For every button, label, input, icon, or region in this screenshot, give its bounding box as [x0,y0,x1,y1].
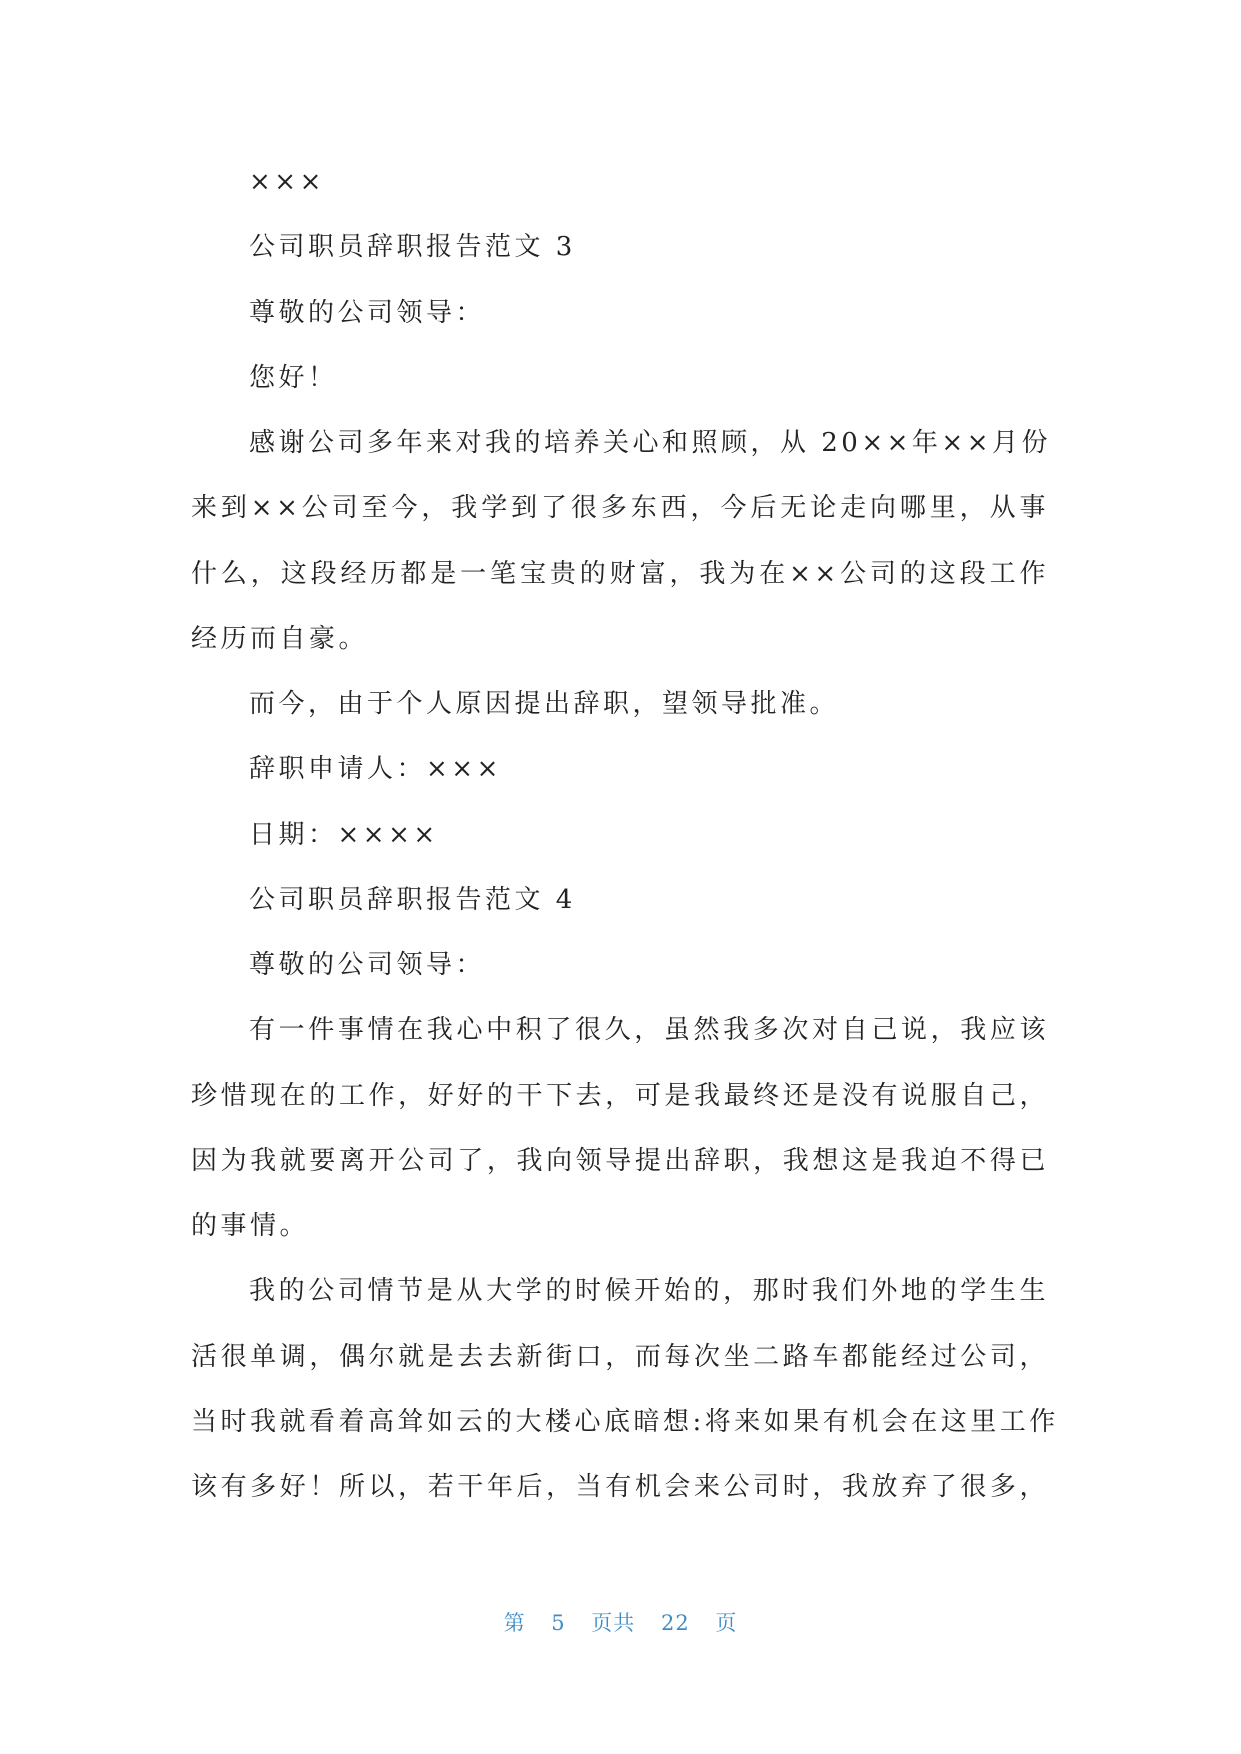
greeting [191,346,1061,411]
section-heading [191,215,1061,280]
text-line: 我的公司情节是从大学的时候开始的，那时我们外地的学生生 [249,1276,1049,1307]
text-line: 尊敬的公司领导： [249,950,486,980]
text-line: 什么，这段经历都是一笔宝贵的财富，我为在××公司的这段工作 [191,558,1049,589]
text-line: 来到××公司至今，我学到了很多东西，今后无论走向哪里，从事 [191,493,1049,524]
text-line: 尊敬的公司领导： [249,297,486,328]
text-line: 活很单调，偶尔就是去去新街口，而每次坐二路车都能经过公司， [191,1341,1049,1372]
paragraph [191,1259,1061,1520]
page-number-footer: 第 5 页共 22 页 [503,1611,738,1635]
signature-name [191,150,1061,215]
text-line: 有一件事情在我心中积了很久，虽然我多次对自己说，我应该 [249,1015,1049,1046]
heading-text: 公司职员辞职报告范文 4 [249,884,576,915]
text-line: 该有多好！所以，若干年后，当有机会来公司时，我放弃了很多， [191,1472,1049,1502]
text-line: ××× [249,167,325,197]
salutation [191,933,1061,998]
text-line: 而今，由于个人原因提出辞职，望领导批准。 [249,689,840,719]
text-line: 日期：×××× [249,819,439,850]
text-line: 经历而自豪。 [191,623,369,654]
document-body [191,150,1061,1520]
paragraph [191,998,1061,1259]
text-line: 您好！ [249,362,338,393]
paragraph [191,411,1061,672]
text-line: 因为我就要离开公司了，我向领导提出辞职，我想这是我迫不得已 [191,1145,1049,1176]
applicant-line [191,737,1061,802]
paragraph [191,672,1061,737]
text-line: 辞职申请人：××× [249,754,502,785]
text-line: 的事情。 [191,1211,310,1241]
salutation [191,281,1061,346]
text-line: 珍惜现在的工作，好好的干下去，可是我最终还是没有说服自己， [191,1080,1049,1111]
text-line: 感谢公司多年来对我的培养关心和照顾，从 20××年××月份 [249,428,1051,458]
section-heading [191,868,1061,933]
date-line [191,803,1061,868]
text-line: 当时我就看着高耸如云的大楼心底暗想:将来如果有机会在这里工作 [191,1406,1059,1437]
heading-text: 公司职员辞职报告范文 3 [249,232,576,263]
